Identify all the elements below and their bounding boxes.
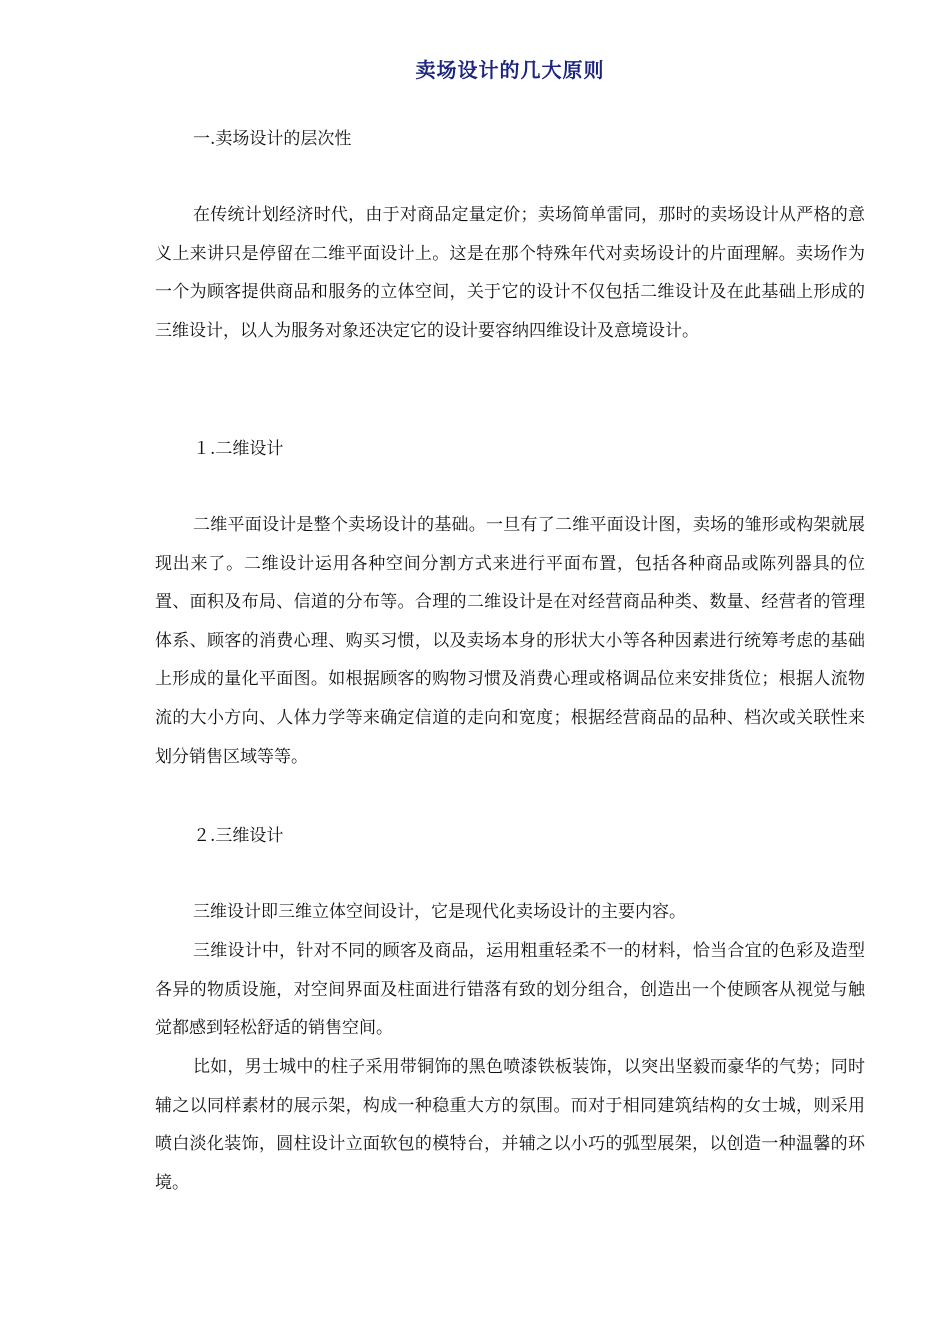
section-heading: 一.卖场设计的层次性 [193,129,352,149]
subsection-paragraph-3d-example: 比如，男士城中的柱子采用带铜饰的黑色喷漆铁板装饰，以突出坚毅而豪华的气势；同时辅之以同样素材的展示架，构成一种稳重大方的氛围。而对于相同建筑结构的女士城，则采用喷白淡化装饰，圆柱设计立面软包的模特台，并辅之以小巧的弧型展架，以创造一种温馨的环境。 [155,1057,865,1193]
page-title: 卖场设计的几大原则 [415,58,605,82]
subsection-paragraph-3d-intro: 三维设计即三维立体空间设计，它是现代化卖场设计的主要内容。 [193,902,686,922]
subsection-paragraph-2d: 二维平面设计是整个卖场设计的基础。一旦有了二维平面设计图，卖场的雏形或构架就展现出来了。二维设计运用各种空间分割方式来进行平面布置，包括各种商品或陈列器具的位置、面积及布局、信道的分布等。合理的二维设计是在对经营商品种类、数量、经营者的管理体系、顾客的消费心理、购买习惯，以及卖场本身的形状大小等各种因素进行统筹考虑的基础上形成的量化平面图。如根据顾客的购物习惯及消费心理或格调品位来安排货位；根据人流物流的大小方向、人体力学等来确定信道的走向和宽度；根据经营商品的品种、档次或关联性来划分销售区域等等。 [155,515,865,767]
subsection-heading-2d: １.二维设计 [193,439,284,459]
subsection-heading-3d: ２.三维设计 [193,826,284,846]
section-paragraph: 在传统计划经济时代，由于对商品定量定价；卖场简单雷同，那时的卖场设计从严格的意义上来讲只是停留在二维平面设计上。这是在那个特殊年代对卖场设计的片面理解。卖场作为一个为顾客提供商品和服务的立体空间，关于它的设计不仅包括二维设计及在此基础上形成的三维设计，以人为服务对象还决定它的设计要容纳四维设计及意境设计。 [155,205,865,341]
subsection-paragraph-3d-body: 三维设计中，针对不同的顾客及商品，运用粗重轻柔不一的材料，恰当合宜的色彩及造型各异的物质设施，对空间界面及柱面进行错落有致的划分组合，创造出一个使顾客从视觉与触觉都感到轻松舒适的销售空间。 [155,941,865,1039]
